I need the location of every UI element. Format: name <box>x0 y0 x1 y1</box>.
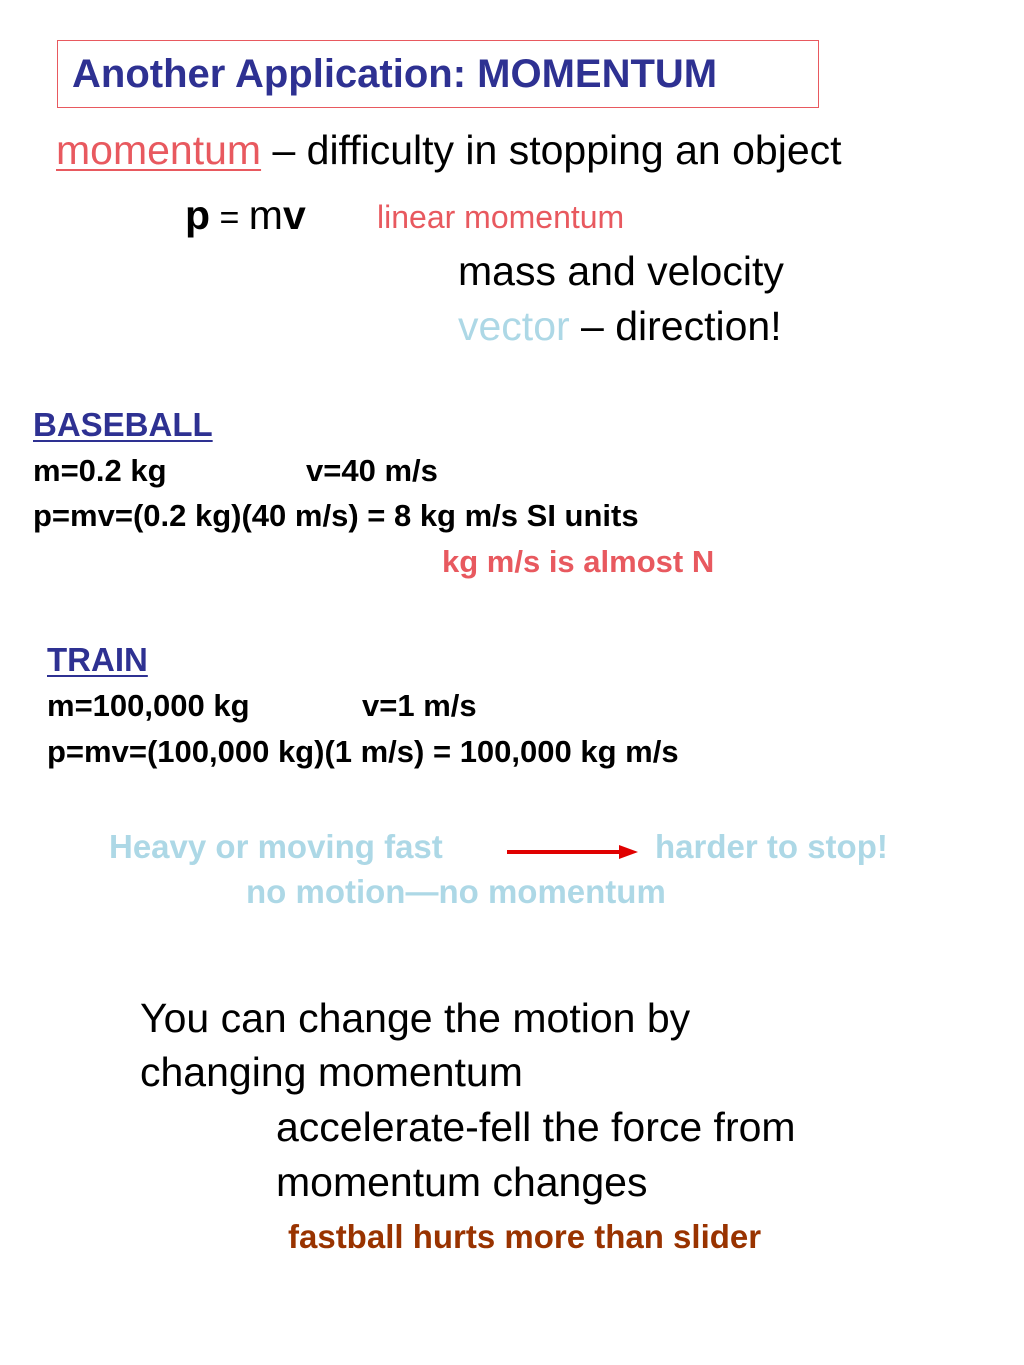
vector-word: vector <box>458 303 570 349</box>
vector-text: – direction! <box>569 303 782 349</box>
momentum-formula <box>185 189 306 244</box>
harder-to-stop-text: harder to stop! <box>655 828 888 865</box>
baseball-mass: m=0.2 kg <box>33 453 167 488</box>
vector-direction-line <box>458 300 782 352</box>
change-motion-line-3: accelerate-fell the force from <box>276 1104 796 1150</box>
fastball-note: fastball hurts more than slider <box>288 1218 762 1255</box>
formula-equals: = <box>210 199 249 237</box>
change-motion-line-2: changing momentum <box>140 1049 523 1095</box>
train-calculation: p=mv=(100,000 kg)(1 m/s) = 100,000 kg m/s <box>47 734 679 769</box>
change-motion-line-1: You can change the motion by <box>140 995 691 1041</box>
formula-p: p <box>185 192 211 238</box>
linear-momentum-label: linear momentum <box>377 199 625 235</box>
right-arrow-icon <box>505 840 640 864</box>
no-motion-text: no motion—no momentum <box>246 873 666 910</box>
baseball-velocity: v=40 m/s <box>306 453 438 488</box>
train-mass: m=100,000 kg <box>47 688 250 723</box>
slide-title: Another Application: MOMENTUM <box>72 52 718 96</box>
train-heading: TRAIN <box>47 641 148 678</box>
baseball-heading: BASEBALL <box>33 406 213 443</box>
momentum-definition <box>56 124 842 176</box>
definition-text: – difficulty in stopping an object <box>261 127 842 173</box>
change-motion-line-4: momentum changes <box>276 1159 648 1205</box>
formula-v: v <box>282 192 306 238</box>
train-velocity: v=1 m/s <box>362 688 477 723</box>
formula-m: m <box>248 192 283 238</box>
baseball-units-note: kg m/s is almost N <box>442 544 715 579</box>
definition-term: momentum <box>56 127 262 173</box>
heavy-fast-text: Heavy or moving fast <box>109 828 443 865</box>
baseball-calculation: p=mv=(0.2 kg)(40 m/s) = 8 kg m/s SI units <box>33 498 639 533</box>
mass-velocity-label: mass and velocity <box>458 248 784 294</box>
